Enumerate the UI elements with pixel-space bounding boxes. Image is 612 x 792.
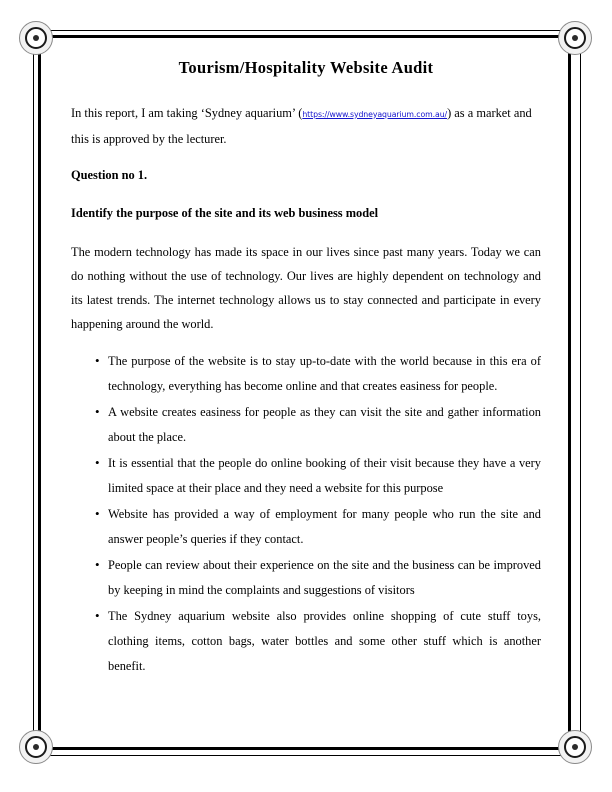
list-item: • The Sydney aquarium website also provides online shopping of cute stuff toys, clothing items, cotton bags, water bottles and some other stuff which is another benefit. xyxy=(71,604,541,679)
bullseye-corner-icon-top-left xyxy=(19,21,53,55)
page-border-right-thick-rule xyxy=(568,40,571,746)
intro-text-before-link: In this report, I am taking ‘Sydney aquarium’ ( xyxy=(71,105,303,120)
bullseye-corner-icon-bottom-right xyxy=(558,730,592,764)
page-border-top-thin-rule xyxy=(38,30,575,31)
list-item: • A website creates easiness for people as they can visit the site and gather information about the place. xyxy=(71,400,541,450)
bullseye-corner-icon-top-right xyxy=(558,21,592,55)
sydney-aquarium-link[interactable]: https://www.sydneyaquarium.com.au/ xyxy=(302,109,448,119)
list-item: • It is essential that the people do online booking of their visit because they have a very limited space at their place and they need a website for this purpose xyxy=(71,451,541,501)
list-item: • People can review about their experience on the site and the business can be improved by keeping in mind the complaints and suggestions of visitors xyxy=(71,553,541,603)
page-title: Tourism/Hospitality Website Audit xyxy=(178,58,434,77)
bullseye-corner-icon-bottom-left xyxy=(19,730,53,764)
intro-paragraph xyxy=(71,101,541,151)
list-item: • Website has provided a way of employment for many people who run the site and answer people’s queries if they contact. xyxy=(71,502,541,552)
page-border-top-thick-rule xyxy=(42,35,571,38)
page-border-left-thin-rule xyxy=(33,36,34,750)
question-label: Question no 1. xyxy=(71,167,148,182)
page-border-bottom-thick-rule xyxy=(42,747,571,750)
purpose-bullet-list xyxy=(71,349,541,679)
page-border-bottom-thin-rule xyxy=(38,755,575,756)
intro-text-after-link: ) as a market and this is approved by the lecturer. xyxy=(71,105,532,146)
list-item: • The purpose of the website is to stay up-to-date with the world because in this era of technology, everything has become online and that creates easiness for people. xyxy=(71,349,541,399)
document-content xyxy=(71,58,541,680)
question-prompt: Identify the purpose of the site and its web business model xyxy=(71,205,379,220)
page-border-left-thick-rule xyxy=(38,40,41,746)
page-border-right-thin-rule xyxy=(580,36,581,750)
body-paragraph: The modern technology has made its space in our lives since past many years. Today we can do nothing without the use of technology. Our lives are highly dependent on technology and its latest trends. The internet technology allows us to stay connected and participate in every happening around the world. xyxy=(71,244,541,331)
